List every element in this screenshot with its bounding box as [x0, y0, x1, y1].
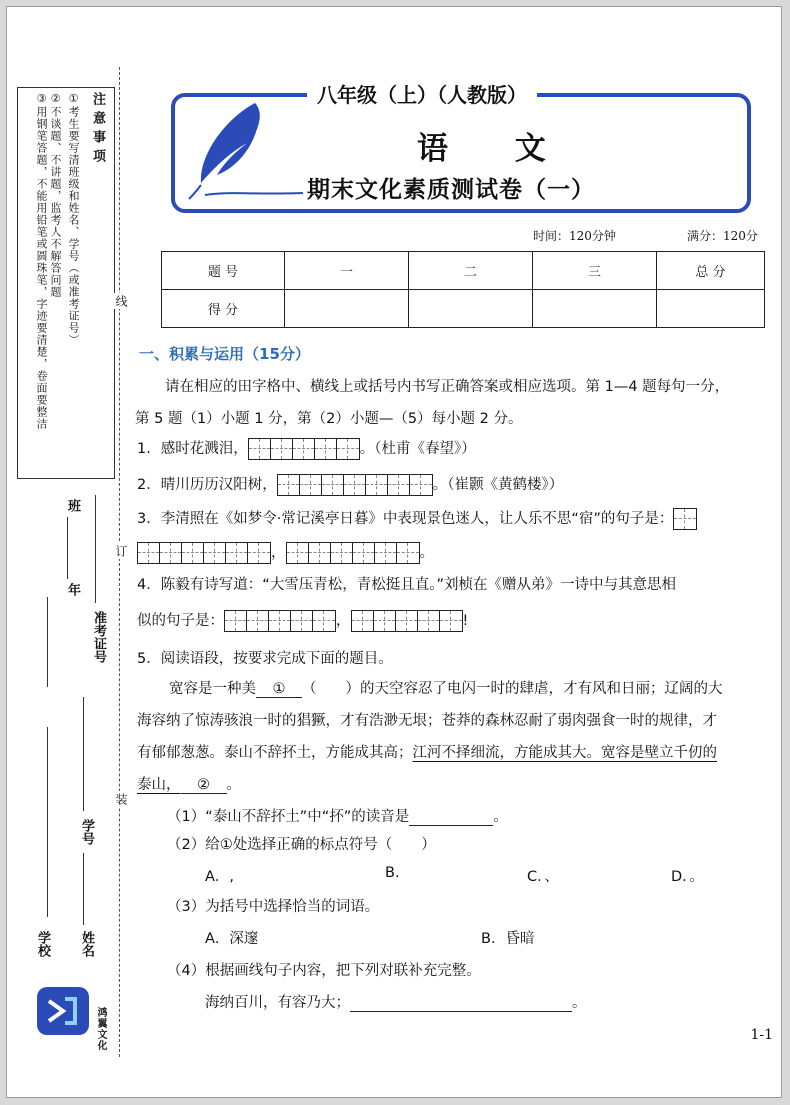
couplet-first: 海纳百川，有容乃大； — [205, 995, 350, 1011]
q1-prefix: 1．感时花溅泪， — [137, 441, 248, 457]
exam-sheet — [6, 6, 782, 1098]
exam-id-field[interactable] — [95, 495, 96, 603]
mark-1: ① — [272, 681, 286, 697]
binding-line — [119, 67, 120, 1057]
header-total: 总 分 — [657, 252, 765, 290]
q3-end: 。 — [419, 545, 434, 561]
logo-icon — [35, 985, 91, 1037]
intro-line-1: 请在相应的田字格中、横线上或括号内书写正确答案或相应选项。第 1—4 题每句一分， — [165, 379, 730, 395]
question-3-cont — [137, 541, 434, 564]
header-part-1: 一 — [285, 252, 409, 290]
quill-icon — [185, 99, 305, 207]
question-4: 4．陈毅有诗写道：“大雪压青松，青松挺且直。”刘桢在《赠从弟》一诗中与其意思相 — [137, 577, 676, 593]
score-cell-total[interactable] — [657, 290, 765, 328]
answer-grid-q3-a[interactable] — [137, 542, 271, 564]
grade-heading: 八年级（上）（人教版） — [307, 79, 537, 108]
question-1 — [137, 437, 476, 460]
sub-question-4: （4）根据画线句子内容，把下列对联补充完整。 — [167, 963, 481, 979]
answer-grid-q3-b[interactable] — [286, 542, 420, 564]
answer-grid-q4-b[interactable] — [351, 610, 463, 632]
bind-char-order: 订 — [114, 545, 128, 557]
score-cell-3[interactable] — [533, 290, 657, 328]
full-score: 满分：120分 — [687, 229, 758, 243]
intro-line-2: 第 5 题（1）小题 1 分，第（2）小题—（5）每小题 2 分。 — [135, 411, 523, 427]
passage-line-3 — [137, 741, 717, 762]
student-no-field[interactable] — [83, 697, 84, 811]
answer-grid-q2[interactable] — [277, 474, 433, 496]
publisher-logo — [35, 985, 91, 1037]
answer-grid-q1[interactable] — [248, 438, 360, 460]
sub1-end: 。 — [493, 809, 508, 825]
header-part-2: 二 — [409, 252, 533, 290]
passage-3a: 有郁郁葱葱。泰山不辞抔土，方能成其高； — [137, 745, 413, 761]
score-cell-1[interactable] — [285, 290, 409, 328]
q3-prefix: 3．李清照在《如梦令·常记溪亭日暮》中表现景色迷人，让人乐不思“宿”的句子是： — [137, 511, 674, 527]
couplet-blank[interactable] — [350, 995, 572, 1012]
blank-mark-1[interactable] — [256, 681, 302, 698]
exam-title: 期末文化素质测试卷（一） — [307, 177, 595, 203]
score-table — [161, 251, 765, 328]
student-no-label: 学号 — [79, 819, 94, 845]
question-3 — [137, 507, 697, 530]
question-4-cont — [137, 609, 468, 632]
couplet-line — [205, 991, 587, 1012]
note-1: ①考生要写清班级和姓名、学号（或准考证号） — [67, 92, 80, 346]
passage-line-2: 海容纳了惊涛骇浪一时的猖獗，才有浩渺无垠；苍莽的森林忍耐了弱肉强食一时的规律，才 — [137, 713, 717, 729]
school-label: 学校 — [35, 931, 50, 957]
class-label: 班 — [65, 499, 80, 512]
q3-sep: ， — [271, 545, 286, 561]
subject-title: 语 文 — [417, 131, 574, 167]
note-3: ③用钢笔答题，不能用铅笔或圆珠笔，字迹要清楚，卷面要整洁 — [35, 92, 48, 430]
header-question-no: 题 号 — [162, 252, 285, 290]
section-title: 一、积累与运用（15分） — [139, 345, 310, 363]
exam-id-label: 准考证号 — [91, 611, 106, 663]
question-5: 5．阅读语段，按要求完成下面的题目。 — [137, 651, 393, 667]
header-part-3: 三 — [533, 252, 657, 290]
option-2a[interactable]: A．, — [205, 869, 235, 885]
school-field[interactable] — [47, 727, 48, 917]
q2-suffix: 。（崔颢《黄鹤楼》） — [432, 477, 564, 493]
passage-line-1 — [169, 677, 723, 698]
page-number: 1-1 — [750, 1027, 773, 1043]
q4-prefix: 似的句子是： — [137, 613, 224, 629]
option-2d[interactable]: D．。 — [671, 869, 704, 885]
logo-text: 鸿翼文化 — [95, 1007, 106, 1051]
underlined-sentence-end: 泰山， — [137, 777, 181, 793]
sub-question-1 — [167, 805, 508, 826]
q4-end: ! — [462, 613, 469, 629]
quill-logo — [185, 99, 305, 207]
underlined-sentence: 江河不择细流，方能成其大。宽容是壁立千仞的 — [412, 745, 717, 761]
grade-label: 年 — [65, 583, 80, 596]
mark-2: ② — [197, 777, 210, 793]
sub-question-3: （3）为括号中选择恰当的词语。 — [167, 899, 380, 915]
row-score-label: 得 分 — [162, 290, 285, 328]
class-field[interactable] — [67, 517, 68, 579]
grade-field[interactable] — [47, 597, 48, 687]
notes-label: 注意事项 — [90, 92, 105, 168]
q1-suffix: 。（杜甫《春望》） — [359, 441, 476, 457]
name-label: 姓名 — [79, 931, 94, 957]
note-2: ②不谈题、不讲题，监考人不解答问题 — [49, 92, 62, 298]
notes-box — [17, 87, 115, 479]
option-2c[interactable]: C．、 — [527, 869, 559, 885]
passage-4-end: 。 — [226, 777, 241, 793]
q2-prefix: 2．晴川历历汉阳树， — [137, 477, 277, 493]
pinyin-blank[interactable] — [409, 809, 493, 826]
sub-question-2: （2）给①处选择正确的标点符号（ ） — [167, 837, 436, 853]
option-2b[interactable]: B. — [385, 865, 400, 881]
option-3a[interactable]: A．深邃 — [205, 931, 259, 947]
question-2 — [137, 473, 563, 496]
score-cell-2[interactable] — [409, 290, 533, 328]
bind-char-line: 线 — [114, 295, 128, 307]
bind-char-install: 装 — [114, 793, 128, 805]
answer-grid-q3-start[interactable] — [673, 508, 697, 530]
exam-time: 时间：120分钟 — [533, 229, 616, 243]
passage-1a: 宽容是一种美 — [169, 681, 256, 697]
sub1-text: （1）“泰山不辞抔土”中“抔”的读音是 — [167, 809, 410, 825]
answer-grid-q4-a[interactable] — [224, 610, 336, 632]
q4-sep: ， — [336, 613, 351, 629]
option-3b[interactable]: B．昏暗 — [481, 931, 535, 947]
name-field[interactable] — [83, 853, 84, 925]
couplet-end: 。 — [572, 995, 587, 1011]
blank-mark-2[interactable] — [181, 777, 227, 794]
passage-line-4 — [137, 773, 241, 794]
passage-1b: （ ）的天空容忍了电闪一时的肆虐，才有风和日丽；辽阔的大 — [302, 681, 723, 697]
